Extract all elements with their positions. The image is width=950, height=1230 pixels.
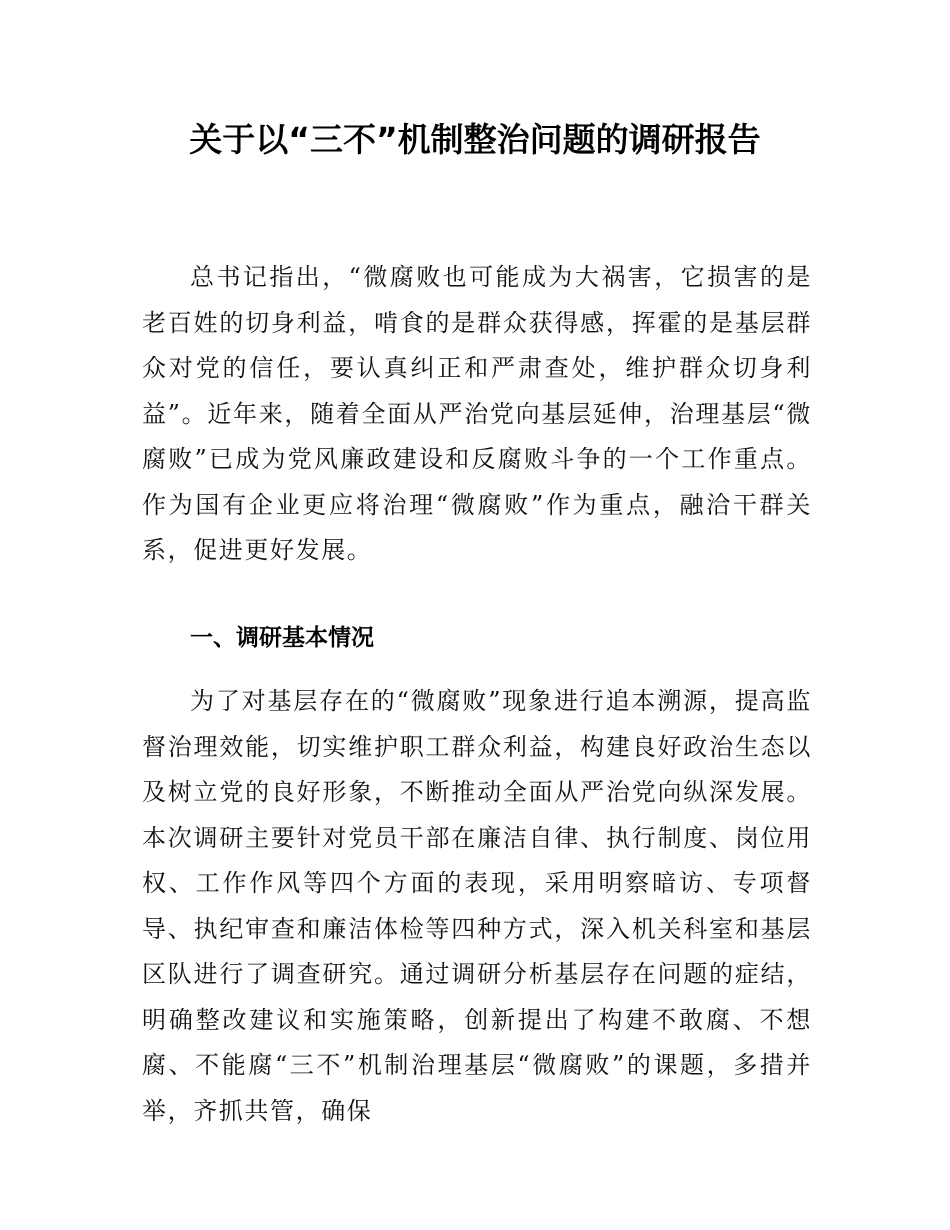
intro-paragraph: 总书记指出，“微腐败也可能成为大祸害，它损害的是老百姓的切身利益，啃食的是群众获得感，挥霍的是基层群众对党的信任，要认真纠正和严肃查处，维护群众切身利益”。近年来，随着全面从严治党向基层延伸，治理基层“微腐败”已成为党风廉政建设和反腐败斗争的一个工作重点。作为国有企业更应将治理“微腐败”作为重点，融洽干群关系，促进更好发展。 <box>142 263 812 564</box>
section-1-paragraph: 为了对基层存在的“微腐败”现象进行追本溯源，提高监督治理效能，切实维护职工群众利益，构建良好政治生态以及树立党的良好形象，不断推动全面从严治党向纵深发展。本次调研主要针对党员干部在廉洁自律、执行制度、岗位用权、工作作风等四个方面的表现，采用明察暗访、专项督导、执纪审查和廉洁体检等四种方式，深入机关科室和基层区队进行了调查研究。通过调研分析基层存在问题的症结，明确整改建议和实施策略，创新提出了构建不敢腐、不想腐、不能腐“三不”机制治理基层“微腐败”的课题，多措并举，齐抓共管，确保 <box>142 687 812 1125</box>
section-heading-1: 一、调研基本情况 <box>190 625 374 651</box>
document-title: 关于以“三不”机制整治问题的调研报告 <box>189 120 761 159</box>
